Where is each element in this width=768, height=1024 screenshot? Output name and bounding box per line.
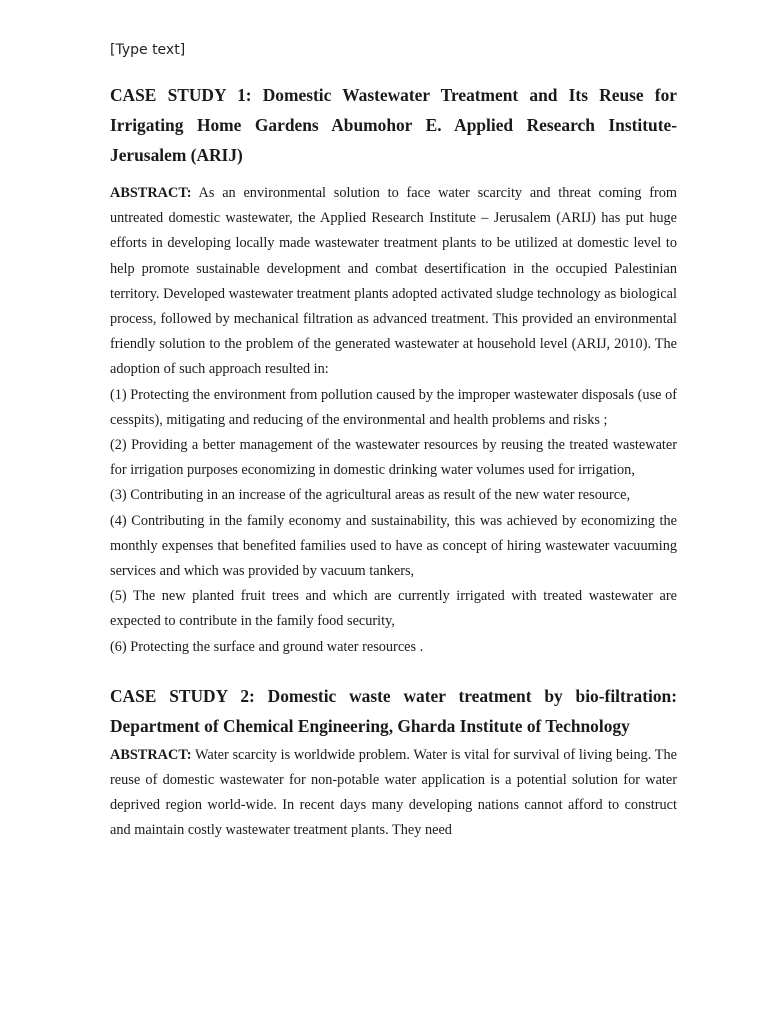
- case-study-2-abstract: [110, 743, 677, 844]
- result-item: (5) The new planted fruit trees and which are currently irrigated with treated wastewater are expected to contribute in the family food security,: [110, 588, 677, 630]
- case-study-1-abstract: [110, 181, 677, 383]
- abstract-label: ABSTRACT:: [110, 746, 192, 763]
- result-item: (6) Protecting the surface and ground water resources .: [110, 638, 424, 655]
- case-study-2-title: CASE STUDY 2: Domestic waste water treatment by bio-filtration: Department of Chemical Engineering, Gharda Institute of Technology: [110, 685, 677, 736]
- document-body: [110, 80, 677, 844]
- result-item: (4) Contributing in the family economy and sustainability, this was achieved by economizing the monthly expenses that benefited families used to have as concept of hiring wastewater vacuuming services and which was provided by vacuum tankers,: [110, 512, 677, 580]
- abstract-text: As an environmental solution to face water scarcity and threat coming from untreated domestic wastewater, the Applied Research Institute – Jerusalem (ARIJ) has put huge efforts in developing locally made wastewater treatment plants to be utilized at domestic level to help promote sustainable development and combat desertification in the occupied Palestinian territory. Developed wastewater treatment plants adopted activated sludge technology as biological process, followed by mechanical filtration as advanced treatment. This provided an environmental friendly solution to the problem of the generated wastewater at household level (ARIJ, 2010). The adoption of such approach resulted in:: [110, 185, 677, 378]
- case-study-1-title: CASE STUDY 1: Domestic Wastewater Treatment and Its Reuse for Irrigating Home Gardens Abumohor E. Applied Research Institute-Jerusalem (ARIJ): [110, 85, 677, 165]
- result-item: (1) Protecting the environment from pollution caused by the improper wastewater disposals (use of cesspits), mitigating and reducing of the environmental and health problems and risks ;: [110, 386, 677, 428]
- abstract-label: ABSTRACT:: [110, 185, 192, 201]
- abstract-text: Water scarcity is worldwide problem. Water is vital for survival of living being. The reuse of domestic wastewater for non-potable water application is a potential solution for water deprived region world-wide. In recent days many developing nations cannot afford to construct and maintain costly wastewater treatment plants. They need: [110, 746, 677, 839]
- result-item: (3) Contributing in an increase of the agricultural areas as result of the new water resource,: [110, 487, 631, 504]
- header-placeholder: [Type text]: [110, 42, 186, 58]
- result-item: (2) Providing a better management of the wastewater resources by reusing the treated wastewater for irrigation purposes economizing in domestic drinking water volumes used for irrigation,: [110, 437, 677, 479]
